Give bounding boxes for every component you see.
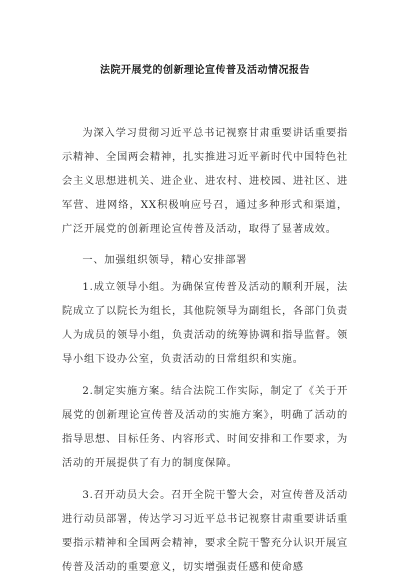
document-body [62,122,348,580]
item-paragraph-1: 1.成立领导小组。为确保宣传普及活动的顺利开展，法院成立了以院长为组长，其他院领导为副组长，各部门负责人为成员的领导小组，负责活动的统筹协调和指导监督。领导小组下设办公室，负责活动的日常组织和实施。 [62,282,348,365]
intro-paragraph: 为深入学习贯彻习近平总书记视察甘肃重要讲话重要指示精神、全国两会精神，扎实推进习近平新时代中国特色社会主义思想进机关、进企业、进农村、进校园、进社区、进军营、进网络，XX积极响应号召，通过多种形式和渠道，广泛开展党的创新理论宣传普及活动，取得了显著成效。 [62,128,348,235]
document-title: 法院开展党的创新理论宣传普及活动情况报告 [100,65,310,76]
section-heading: 一、加强组织领导，精心安排部署 [82,255,248,266]
item-paragraph-3: 3.召开动员大会。召开全院干警大会，对宣传普及活动进行动员部署，传达学习习近平总书记视察甘肃重要讲话重要指示精神和全国两会精神，要求全院干警充分认识开展宣传普及活动的重要意义，切实增强责任感和使命感 [62,490,348,573]
item-paragraph-2: 2.制定实施方案。结合法院工作实际，制定了《关于开展党的创新理论宣传普及活动的实施方案》，明确了活动的指导思想、目标任务、内容形式、时间安排和工作要求，为活动的开展提供了有力的制度保障。 [62,386,348,469]
